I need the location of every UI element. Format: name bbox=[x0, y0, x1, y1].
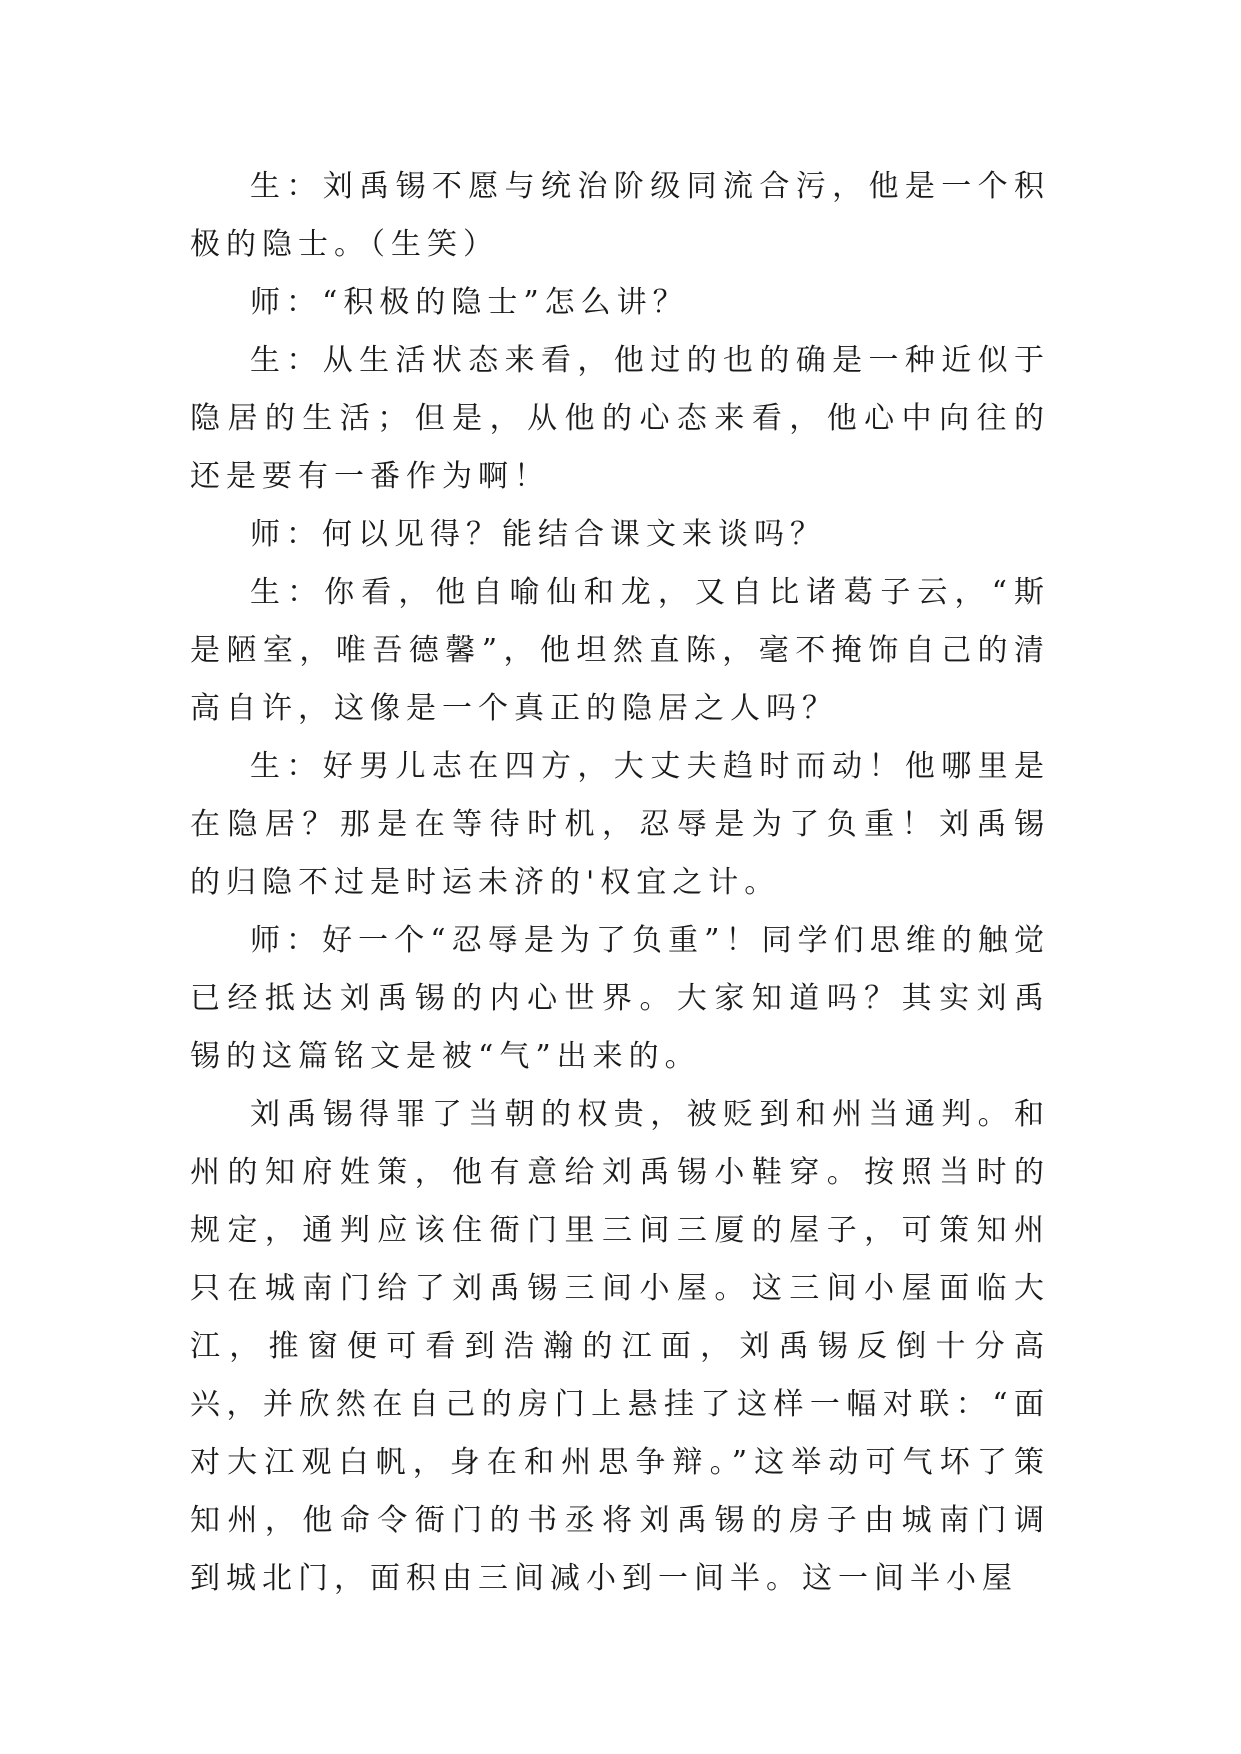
paragraph: 生：你看，他自喻仙和龙，又自比诸葛子云，“斯是陋室，唯吾德馨”，他坦然直陈，毫不掩饰自己的清高自许，这像是一个真正的隐居之人吗？ bbox=[190, 575, 1050, 726]
paragraph: 师：好一个“忍辱是为了负重”！同学们思维的触觉已经抵达刘禹锡的内心世界。大家知道吗？其实刘禹锡的这篇铭文是被“气”出来的。 bbox=[190, 923, 1050, 1074]
paragraph: 生：刘禹锡不愿与统治阶级同流合污，他是一个积极的隐士。（生笑） bbox=[190, 169, 1050, 262]
paragraph: 师：何以见得？能结合课文来谈吗？ bbox=[250, 517, 826, 552]
paragraph: 生：好男儿志在四方，大丈夫趋时而动！他哪里是在隐居？那是在等待时机，忍辱是为了负重！刘禹锡的归隐不过是时运未济的'权宜之计。 bbox=[190, 749, 1050, 900]
document-body bbox=[190, 158, 1050, 1608]
paragraph: 刘禹锡得罪了当朝的权贵，被贬到和州当通判。和州的知府姓策，他有意给刘禹锡小鞋穿。按照当时的规定，通判应该住衙门里三间三厦的屋子，可策知州只在城南门给了刘禹锡三间小屋。这三间小屋面临大江，推窗便可看到浩瀚的江面，刘禹锡反倒十分高兴，并欣然在自己的房门上悬挂了这样一幅对联：“面对大江观白帆，身在和州思争辩。”这举动可气坏了策知州，他命令衙门的书丞将刘禹锡的房子由城南门调到城北门，面积由三间减小到一间半。这一间半小屋 bbox=[190, 1097, 1050, 1596]
paragraph: 生：从生活状态来看，他过的也的确是一种近似于隐居的生活；但是，从他的心态来看，他心中向往的还是要有一番作为啊！ bbox=[190, 343, 1050, 494]
paragraph: 师：“积极的隐士”怎么讲？ bbox=[250, 285, 689, 320]
